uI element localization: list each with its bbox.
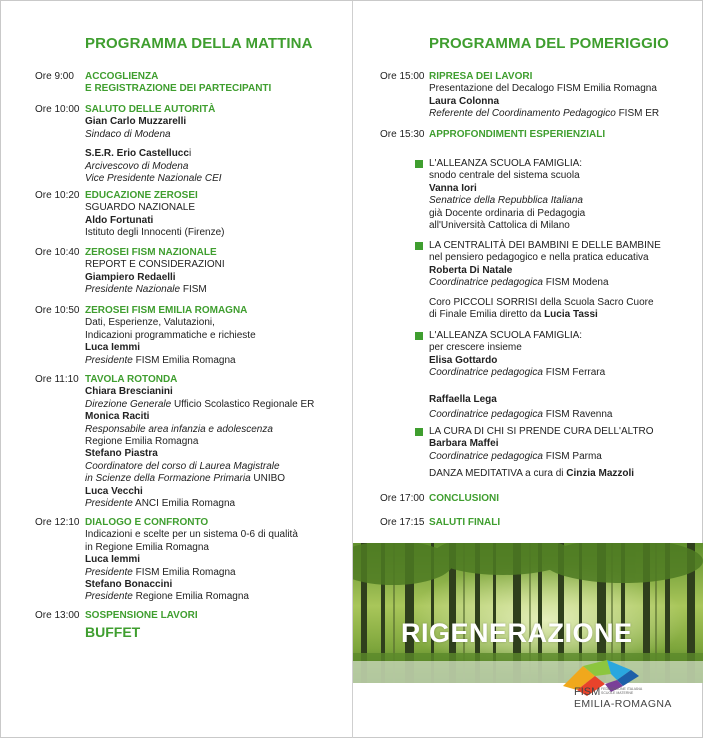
- speaker-role: all'Università Cattolica di Milano: [429, 220, 570, 232]
- speaker-role: Coordinatrice pedagogica FISM Ferrara: [429, 367, 606, 379]
- entry-time: Ore 10:40: [35, 247, 80, 258]
- fism-logo-text: FISM: [574, 686, 601, 698]
- speaker-name: Luca Vecchi: [85, 485, 143, 497]
- session-title: L'ALLEANZA SCUOLA FAMIGLIA:: [429, 158, 583, 169]
- entry-time: Ore 10:50: [35, 305, 80, 316]
- bullet-square-icon: [415, 332, 423, 340]
- entry-heading: ACCOGLIENZA: [85, 71, 159, 82]
- entry-time: Ore 17:00: [380, 493, 425, 504]
- speaker-role: Coordinatrice pedagogica FISM Modena: [429, 277, 609, 289]
- speaker-role: Coordinatrice pedagogica FISM Parma: [429, 450, 602, 462]
- entry-subheading: SGUARDO NAZIONALE: [85, 202, 196, 214]
- entry-time: Ore 11:10: [35, 374, 79, 385]
- session-subtitle: nel pensiero pedagogico e nella pratica educativa: [429, 252, 649, 264]
- speaker-name: Gian Carlo Muzzarelli: [85, 116, 187, 128]
- entry-description: Presentazione del Decalogo FISM Emilia Romagna: [429, 83, 657, 95]
- speaker-role: Istituto degli Innocenti (Firenze): [85, 227, 225, 239]
- speaker-role: Regione Emilia Romagna: [85, 436, 199, 448]
- entry-time: Ore 10:20: [35, 190, 80, 201]
- speaker-name: S.E.R. Erio Castellucci: [85, 148, 192, 160]
- speaker-name: Luca Iemmi: [85, 554, 141, 566]
- speaker-role: Presidente Regione Emilia Romagna: [85, 591, 249, 603]
- speaker-name: Aldo Fortunati: [85, 214, 154, 226]
- choir-line: di Finale Emilia diretto da Lucia Tassi: [429, 309, 598, 321]
- speaker-role: Arcivescovo di Modena: [85, 160, 189, 172]
- session-subtitle: snodo centrale del sistema scuola: [429, 170, 580, 182]
- entry-time: Ore 17:15: [380, 517, 425, 528]
- speaker-role: Direzione Generale Ufficio Scolastico Regionale ER: [85, 398, 315, 410]
- speaker-name: Raffaella Lega: [429, 393, 497, 405]
- speaker-name: Luca Iemmi: [85, 342, 141, 354]
- speaker-role: Referente del Coordinamento Pedagogico FISM ER: [429, 108, 660, 120]
- entry-subheading: REPORT E CONSIDERAZIONI: [85, 259, 225, 271]
- entry-heading: RIPRESA DEI LAVORI: [429, 71, 533, 82]
- fism-logo-subtitle: FEDERAZIONE ITALIANA SCUOLE MATERNE: [601, 687, 643, 695]
- entry-time: Ore 15:30: [380, 129, 425, 140]
- speaker-role: in Scienze della Formazione Primaria UNIBO: [85, 473, 286, 485]
- speaker-role: Presidente Nazionale FISM: [85, 284, 207, 296]
- speaker-name: Stefano Piastra: [85, 448, 158, 460]
- entry-description: Indicazioni programmatiche e richieste: [85, 329, 256, 341]
- entry-heading: DIALOGO E CONFRONTO: [85, 517, 209, 528]
- event-name: RIGENERAZIONE: [401, 618, 633, 648]
- entry-heading: EDUCAZIONE ZEROSEI: [85, 190, 198, 201]
- entry-time: Ore 15:00: [380, 71, 425, 82]
- speaker-name: Chiara Brescianini: [85, 386, 173, 398]
- speaker-role: Sindaco di Modena: [85, 128, 171, 140]
- entry-heading: SALUTI FINALI: [429, 517, 501, 528]
- bullet-square-icon: [415, 428, 423, 436]
- speaker-role: già Docente ordinaria di Pedagogia: [429, 207, 586, 219]
- entry-heading: SALUTO DELLE AUTORITÀ: [85, 104, 216, 115]
- speaker-name: Elisa Gottardo: [429, 354, 498, 366]
- entry-heading: APPROFONDIMENTI ESPERIENZIALI: [429, 129, 606, 140]
- speaker-role: Vice Presidente Nazionale CEI: [85, 173, 222, 185]
- bullet-square-icon: [415, 160, 423, 168]
- entry-description: Dati, Esperienze, Valutazioni,: [85, 317, 215, 329]
- speaker-role: Senatrice della Repubblica Italiana: [429, 195, 583, 207]
- speaker-role: Presidente FISM Emilia Romagna: [85, 354, 236, 366]
- speaker-name: Barbara Maffei: [429, 438, 499, 450]
- speaker-role: Presidente FISM Emilia Romagna: [85, 566, 236, 578]
- session-subtitle: per crescere insieme: [429, 342, 522, 354]
- entry-time: Ore 13:00: [35, 610, 80, 621]
- entry-description: in Regione Emilia Romagna: [85, 541, 209, 553]
- speaker-name: Giampiero Redaelli: [85, 271, 176, 283]
- speaker-role: Presidente ANCI Emilia Romagna: [85, 498, 236, 510]
- choir-line: Coro PICCOLI SORRISI della Scuola Sacro Cuore: [429, 296, 654, 308]
- speaker-role: Responsabile area infanzia e adolescenza: [85, 423, 273, 435]
- afternoon-title: PROGRAMMA DEL POMERIGGIO: [429, 35, 669, 52]
- entry-description: Indicazioni e scelte per un sistema 0-6 di qualità: [85, 529, 298, 541]
- session-title: LA CURA DI CHI SI PRENDE CURA DELL'ALTRO: [429, 426, 654, 437]
- session-title: L'ALLEANZA SCUOLA FAMIGLIA:: [429, 330, 583, 341]
- dance-line: DANZA MEDITATIVA a cura di Cinzia Mazzoli: [429, 468, 635, 480]
- buffet-label: BUFFET: [85, 624, 141, 641]
- speaker-name: Vanna Iori: [429, 182, 477, 194]
- session-title: LA CENTRALITÀ DEI BAMBINI E DELLE BAMBINE: [429, 240, 661, 251]
- entry-heading: E REGISTRAZIONE DEI PARTECIPANTI: [85, 83, 272, 95]
- speaker-role: Coordinatore del corso di Laurea Magistrale: [85, 460, 280, 472]
- speaker-name: Stefano Bonaccini: [85, 579, 173, 591]
- entry-heading: TAVOLA ROTONDA: [85, 374, 178, 385]
- entry-heading: ZEROSEI FISM EMILIA ROMAGNA: [85, 305, 248, 316]
- entry-heading: ZEROSEI FISM NAZIONALE: [85, 247, 217, 258]
- bullet-square-icon: [415, 242, 423, 250]
- speaker-role: Coordinatrice pedagogica FISM Ravenna: [429, 409, 613, 421]
- entry-time: Ore 9:00: [35, 71, 74, 82]
- entry-time: Ore 12:10: [35, 517, 80, 528]
- speaker-name: Roberta Di Natale: [429, 264, 513, 276]
- speaker-name: Laura Colonna: [429, 95, 500, 107]
- fism-region: EMILIA-ROMAGNA: [574, 698, 672, 710]
- entry-heading: CONCLUSIONI: [429, 493, 499, 504]
- entry-heading: SOSPENSIONE LAVORI: [85, 610, 198, 621]
- speaker-name: Monica Raciti: [85, 411, 150, 423]
- morning-title: PROGRAMMA DELLA MATTINA: [85, 35, 313, 52]
- entry-time: Ore 10:00: [35, 104, 80, 115]
